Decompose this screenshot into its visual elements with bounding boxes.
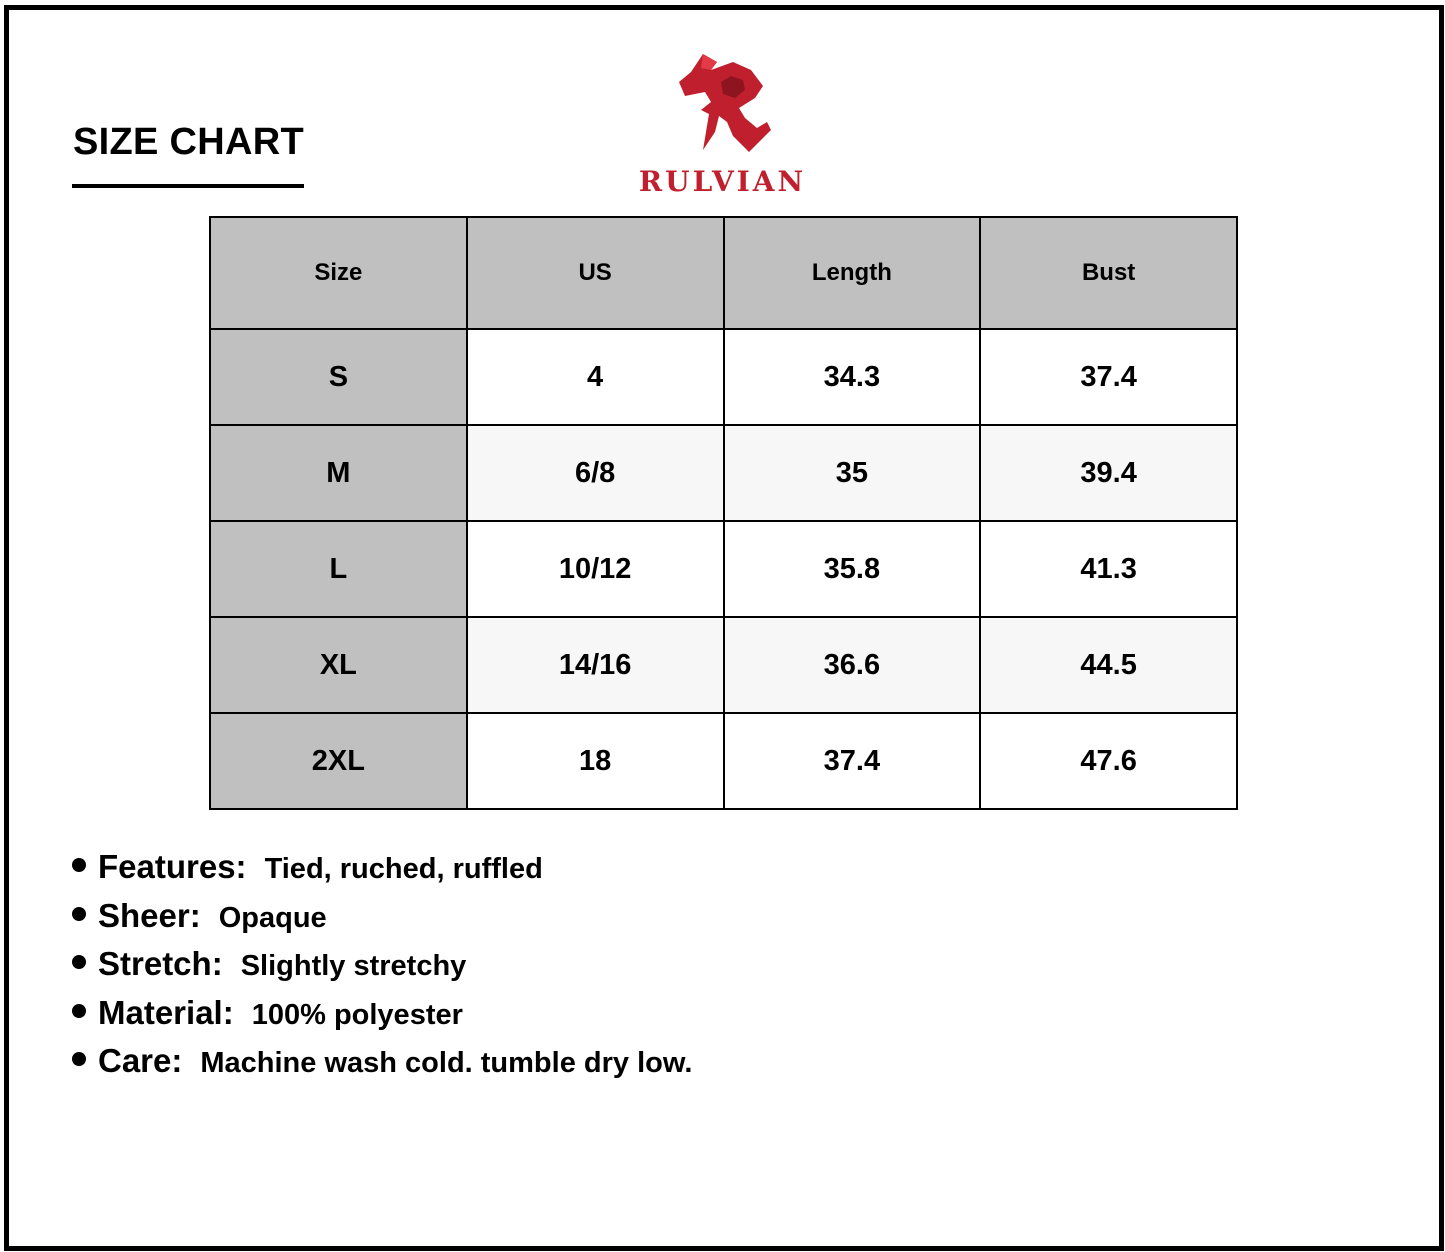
- us-cell: 18: [467, 713, 724, 809]
- brand-logo: [620, 50, 825, 200]
- column-header-us: US: [467, 217, 724, 329]
- bullet-icon: [72, 1004, 86, 1018]
- size-table: [209, 216, 1238, 810]
- spec-value: 100% polyester: [251, 998, 463, 1031]
- spec-label: Sheer:: [98, 896, 201, 934]
- column-header-length: Length: [724, 217, 981, 329]
- size-cell: L: [210, 521, 467, 617]
- bust-cell: 37.4: [980, 329, 1237, 425]
- bust-cell: 47.6: [980, 713, 1237, 809]
- product-specs-list: [70, 848, 692, 1091]
- spec-value: Tied, ruched, ruffled: [264, 853, 543, 885]
- length-cell: 35: [724, 425, 981, 521]
- us-cell: 14/16: [467, 617, 724, 713]
- length-cell: 37.4: [724, 713, 981, 809]
- length-cell: 34.3: [724, 329, 981, 425]
- bullet-icon: [72, 858, 86, 872]
- title-underline: [72, 184, 304, 188]
- brand-r-logo-icon: [675, 52, 775, 162]
- list-item: [70, 848, 692, 897]
- length-cell: 35.8: [724, 521, 981, 617]
- page-title: SIZE CHART: [73, 121, 304, 163]
- spec-value: Slightly stretchy: [240, 950, 467, 982]
- size-cell: XL: [210, 617, 467, 713]
- us-cell: 10/12: [467, 521, 724, 617]
- column-header-size: Size: [210, 217, 467, 329]
- table-row: [210, 713, 1237, 809]
- spec-label: Stretch:: [98, 945, 223, 982]
- spec-label: Care:: [98, 1042, 183, 1079]
- us-cell: 6/8: [467, 425, 724, 521]
- spec-label: Material:: [98, 993, 234, 1031]
- list-item: [70, 945, 692, 994]
- bullet-icon: [72, 955, 86, 969]
- bust-cell: 39.4: [980, 425, 1237, 521]
- table-row: [210, 425, 1237, 521]
- list-item: [70, 897, 692, 946]
- spec-label: Features:: [98, 848, 247, 885]
- brand-name: RULVIAN: [638, 165, 807, 198]
- column-header-bust: Bust: [980, 217, 1237, 329]
- list-item: [70, 994, 692, 1043]
- table-header-row: [210, 217, 1237, 329]
- spec-value: Opaque: [218, 901, 327, 934]
- table-row: [210, 617, 1237, 713]
- size-cell: M: [210, 425, 467, 521]
- size-cell: S: [210, 329, 467, 425]
- table-row: [210, 521, 1237, 617]
- bullet-icon: [72, 907, 86, 921]
- bust-cell: 44.5: [980, 617, 1237, 713]
- bullet-icon: [72, 1052, 86, 1066]
- spec-value: Machine wash cold. tumble dry low.: [200, 1047, 693, 1079]
- size-cell: 2XL: [210, 713, 467, 809]
- us-cell: 4: [467, 329, 724, 425]
- table-row: [210, 329, 1237, 425]
- length-cell: 36.6: [724, 617, 981, 713]
- bust-cell: 41.3: [980, 521, 1237, 617]
- list-item: [70, 1042, 692, 1091]
